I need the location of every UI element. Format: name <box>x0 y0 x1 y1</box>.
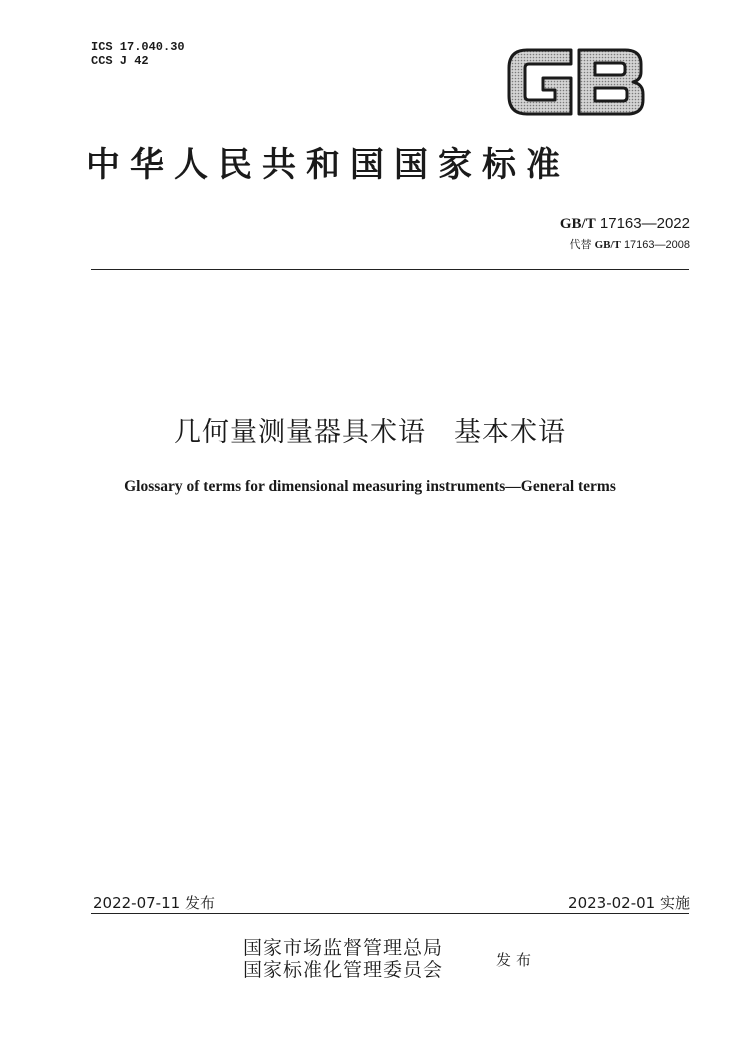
issuing-authorities <box>243 937 443 981</box>
replaces-label: 代替 <box>569 239 592 251</box>
standard-number <box>560 215 690 233</box>
ics-code: ICS 17.040.30 <box>91 40 185 54</box>
english-title: Glossary of terms for dimensional measuring instruments—General terms <box>124 478 616 495</box>
replaces-standard <box>570 236 690 252</box>
ccs-code: CCS J 42 <box>91 54 149 68</box>
replaces-prefix: GB/T <box>594 239 621 251</box>
issue-date: 2022-07-11 发布 <box>93 894 215 912</box>
standard-prefix: GB/T <box>559 216 596 232</box>
replaces-number: 17163—2008 <box>623 239 690 251</box>
issuer-samr: 国家市场监督管理总局 <box>243 937 444 959</box>
publish-label: 发布 <box>496 951 537 969</box>
chinese-title: 几何量测量器具术语 基本术语 <box>174 417 566 448</box>
footer-divider <box>91 913 689 914</box>
classification-codes <box>91 40 185 68</box>
standard-number-value: 17163—2022 <box>599 215 690 232</box>
issuer-sac: 国家标准化管理委员会 <box>243 959 444 981</box>
gb-logo <box>505 44 647 120</box>
implementation-date: 2023-02-01 实施 <box>568 894 690 912</box>
header-divider <box>91 269 689 270</box>
national-standard-title: 中华人民共和国国家标准 <box>86 145 570 185</box>
